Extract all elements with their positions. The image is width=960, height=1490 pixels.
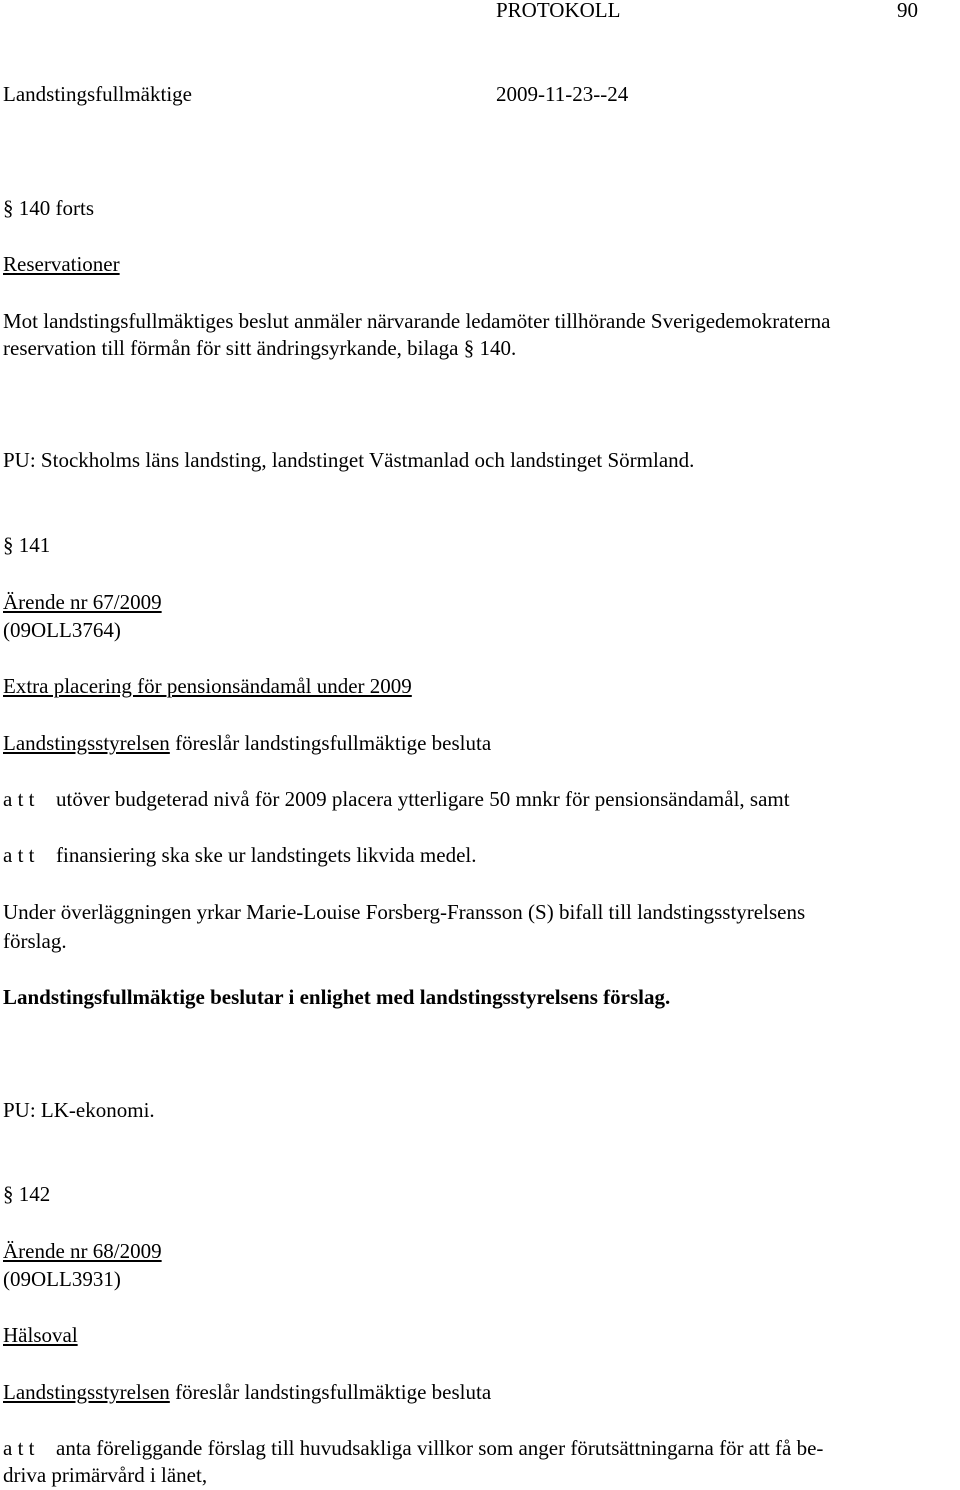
att-text: anta föreliggande förslag till huvudsakliga villkor som anger förutsättningarna för att få be- (56, 1436, 824, 1460)
header-body: Landstingsfullmäktige (3, 82, 192, 106)
section-142-case-number: Ärende nr 68/2009 (3, 1239, 162, 1263)
section-141-ref: (09OLL3764) (3, 618, 121, 642)
section-141-heading: § 141 (3, 533, 51, 557)
reservation-paragraph-line2: reservation till förmån för sitt ändringsyrkande, bilaga § 140. (3, 336, 517, 360)
section-140-heading: § 140 forts (3, 196, 94, 220)
section-142-ref: (09OLL3931) (3, 1267, 121, 1291)
section-141-decision: Landstingsfullmäktige beslutar i enlighet med landstingsstyrelsens förslag. (3, 985, 671, 1009)
section-140-pu: PU: Stockholms läns landsting, landstinget Västmanlad och landstinget Sörmland. (3, 448, 695, 472)
section-141-debate-line1: Under överläggningen yrkar Marie-Louise Forsberg-Fransson (S) bifall till landstingsstyrelsens (3, 900, 806, 924)
protocol-label: PROTOKOLL (496, 0, 621, 22)
section-142-proposal (3, 1379, 491, 1405)
section-141-debate-line2: förslag. (3, 929, 67, 953)
reservations-heading: Reservationer (3, 252, 120, 276)
section-142-proposal-text: föreslår landstingsfullmäktige besluta (169, 1380, 492, 1404)
section-142-att-item-1 (3, 1435, 823, 1461)
section-142-att-item-1-continued: driva primärvård i länet, (3, 1463, 208, 1487)
att-text: finansiering ska ske ur landstingets likvida medel. (56, 843, 477, 867)
section-142-proposer: Landstingsstyrelsen (3, 1380, 170, 1404)
page-number: 90 (897, 0, 918, 22)
section-141-case-number: Ärende nr 67/2009 (3, 590, 162, 614)
section-141-att-item-1 (3, 786, 790, 812)
section-141-proposal-text: föreslår landstingsfullmäktige besluta (169, 731, 492, 755)
att-text: utöver budgeterad nivå för 2009 placera ytterligare 50 mnkr för pensionsändamål, samt (56, 787, 790, 811)
header-date: 2009-11-23--24 (496, 82, 629, 106)
section-141-pu: PU: LK-ekonomi. (3, 1098, 155, 1122)
att-label: a t t (3, 787, 35, 811)
att-label: a t t (3, 1436, 35, 1460)
reservation-paragraph-line1: Mot landstingsfullmäktiges beslut anmäler närvarande ledamöter tillhörande Sverigedemokraterna (3, 309, 831, 333)
section-142-heading: § 142 (3, 1182, 51, 1206)
section-142-title: Hälsoval (3, 1323, 78, 1347)
section-141-proposal (3, 730, 491, 756)
section-141-att-item-2 (3, 842, 477, 868)
section-141-title: Extra placering för pensionsändamål under 2009 (3, 674, 412, 698)
att-label: a t t (3, 843, 35, 867)
section-141-proposer: Landstingsstyrelsen (3, 731, 170, 755)
